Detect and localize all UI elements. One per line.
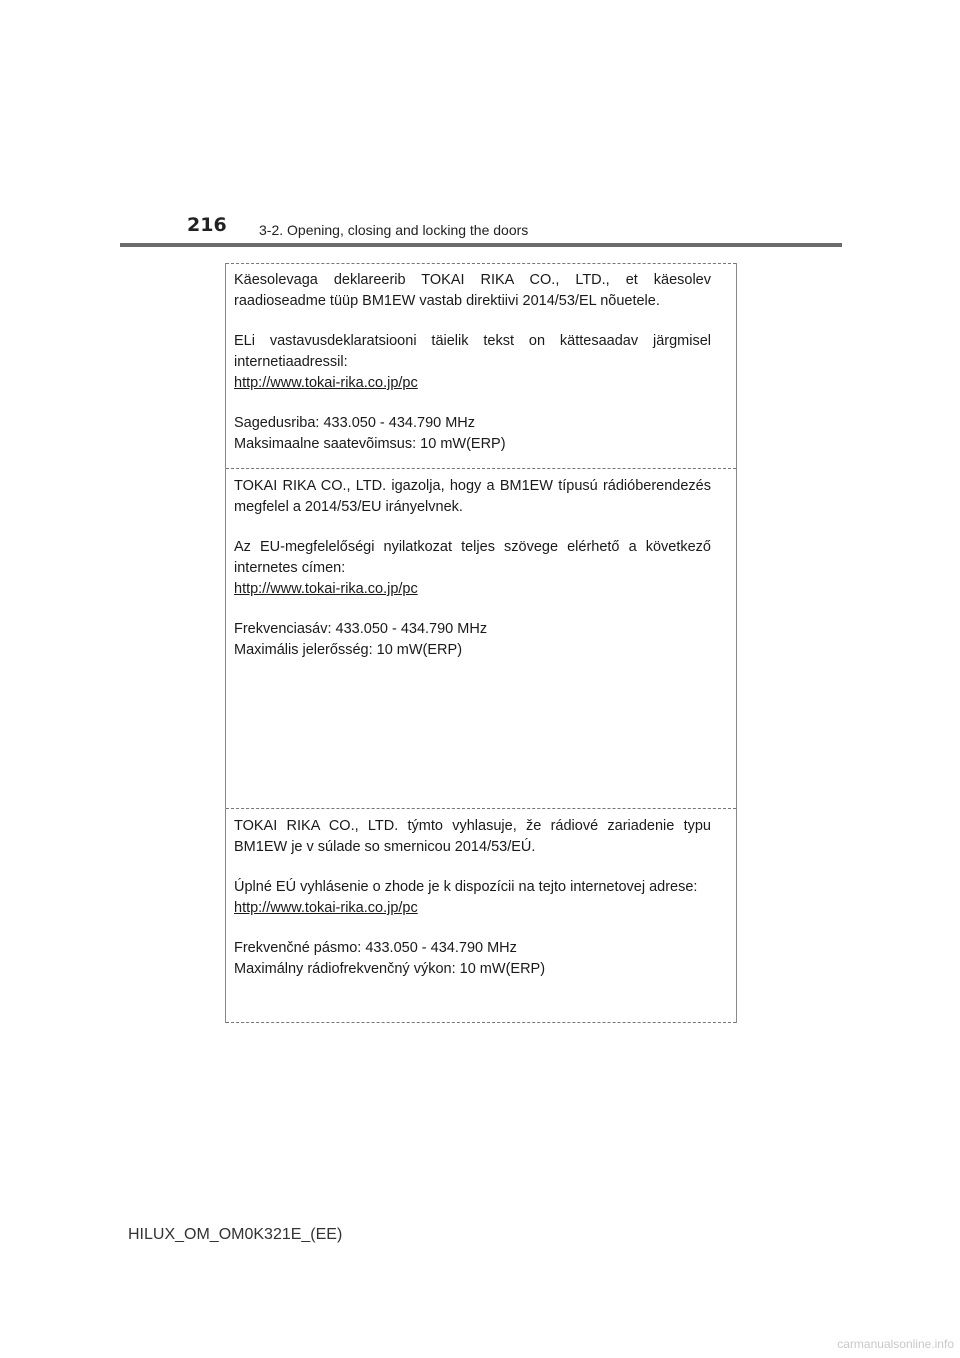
section-divider — [226, 263, 736, 264]
declaration-availability-text: Az EU-megfelelőségi nyilatkozat teljes szövege elérhető a következő internetes címen: — [234, 539, 711, 576]
page-header — [0, 0, 960, 250]
header-divider — [120, 243, 842, 247]
declaration-section-et — [226, 263, 736, 469]
declaration-link[interactable]: http://www.tokai-rika.co.jp/pc — [234, 900, 418, 916]
declaration-link[interactable]: http://www.tokai-rika.co.jp/pc — [234, 581, 418, 597]
section-body — [234, 476, 711, 661]
declaration-section-hu — [226, 469, 736, 809]
declaration-availability-text: Úplné EÚ vyhlásenie o zhode je k dispozícii na tejto internetovej adrese: — [234, 879, 698, 895]
declaration-text: TOKAI RIKA CO., LTD. igazolja, hogy a BM1EW típusú rádióberendezés megfelel a 2014/53/EU irányelvnek. — [234, 478, 711, 515]
document-code: HILUX_OM_OM0K321E_(EE) — [128, 1226, 343, 1243]
max-power: Maximálny rádiofrekvenčný výkon: 10 mW(ERP) — [234, 961, 546, 977]
section-body — [234, 816, 711, 980]
declaration-panel — [225, 263, 737, 1023]
section-title: 3-2. Opening, closing and locking the doors — [259, 222, 529, 238]
declaration-text: TOKAI RIKA CO., LTD. týmto vyhlasuje, že rádiové zariadenie typu BM1EW je v súlade so smernicou 2014/53/EÚ. — [234, 818, 711, 855]
declaration-text: Käesolevaga deklareerib TOKAI RIKA CO., LTD., et käesolev raadioseadme tüüp BM1EW vastab direktiivi 2014/53/EL nõuetele. — [234, 272, 711, 309]
frequency-band: Frekvenčné pásmo: 433.050 - 434.790 MHz — [234, 940, 517, 956]
declaration-section-sk — [226, 809, 736, 1023]
max-power: Maksimaalne saatevõimsus: 10 mW(ERP) — [234, 436, 506, 452]
max-power: Maximális jelerősség: 10 mW(ERP) — [234, 642, 463, 658]
frequency-band: Frekvenciasáv: 433.050 - 434.790 MHz — [234, 621, 488, 637]
frequency-band: Sagedusriba: 433.050 - 434.790 MHz — [234, 415, 476, 431]
section-divider — [226, 1022, 736, 1023]
page-number: 216 — [187, 214, 227, 236]
watermark: carmanualsonline.info — [837, 1337, 954, 1351]
section-body — [234, 270, 711, 455]
declaration-link[interactable]: http://www.tokai-rika.co.jp/pc — [234, 375, 418, 391]
declaration-availability-text: ELi vastavusdeklaratsiooni täielik tekst on kättesaadav järgmisel internetiaadressil: — [234, 333, 711, 370]
